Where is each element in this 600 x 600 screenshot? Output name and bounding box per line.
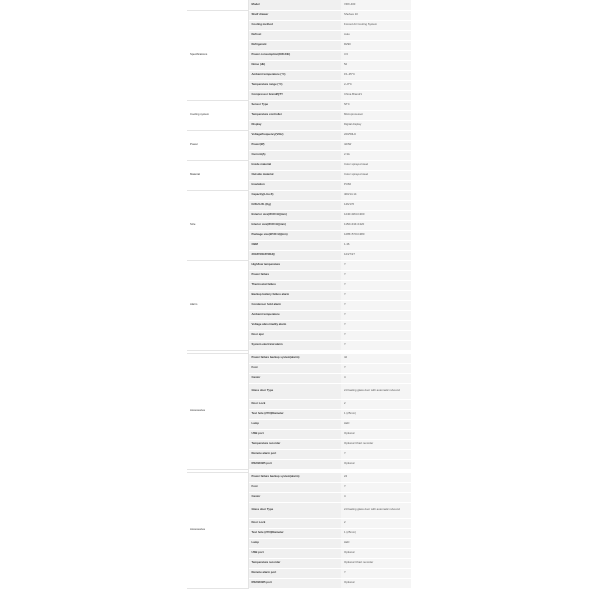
spec-value: Optional Chart recorder [341,439,411,449]
spec-value: 42 [341,353,411,363]
spec-value: Optional [341,548,411,558]
spec-key: Display [248,120,341,130]
spec-value: 1 (25mm) [341,409,411,419]
spec-key: Package size(W×D×H)(mm) [248,230,341,240]
spec-key: Castor [248,492,341,502]
spec-key: Capacity(L/cu.ft) [248,190,341,200]
spec-value: 4 [341,492,411,502]
spec-key: Backup battery failure alarm [248,290,341,300]
spec-value: 400/14.14 [341,190,411,200]
spec-value: Y [341,280,411,290]
spec-key: Current(A) [248,150,341,160]
spec-value: R290 [341,40,411,50]
spec-key: Power failure backup system(alarm) [248,353,341,363]
spec-category: Material [187,160,248,190]
spec-value: Y [341,330,411,340]
spec-key: Sensor Type [248,100,341,110]
spec-category: Specifications [187,10,248,100]
spec-key: Temperature recorder [248,558,341,568]
spec-row [187,0,411,10]
spec-value: Y [341,270,411,280]
spec-value: 15~35°C [341,70,411,80]
spec-key: Remote alarm port [248,449,341,459]
spec-value: 220/50Hz [341,130,411,140]
spec-key: Glass door Type [248,502,341,518]
spec-key: Temperature controller [248,110,341,120]
spec-value: 52 [341,60,411,70]
spec-key: Defrost [248,30,341,40]
spec-key: Glass door Type [248,383,341,399]
spec-row [187,130,411,140]
spec-value: Y [341,363,411,373]
spec-key: Door Lock [248,399,341,409]
spec-key: Noise (db) [248,60,341,70]
spec-key: Inside material [248,160,341,170]
spec-value: LED [341,419,411,429]
spec-value: Y [341,320,411,330]
spec-value: Digital display [341,120,411,130]
spec-value: 1 (25mm) [341,528,411,538]
spec-value: 24 [341,472,411,482]
spec-value: China Brand/1 [341,90,411,100]
spec-category: Accessories [187,353,248,469]
spec-value: Y [341,290,411,300]
spec-value: 2-Floating glass door with automatic rebound [341,383,411,399]
spec-key: Temperature range (°C) [248,80,341,90]
spec-key: Ambient temperature [248,310,341,320]
spec-row [187,472,411,482]
spec-value: 2.3A [341,150,411,160]
spec-value: 2-Floating glass door with automatic rebound [341,502,411,518]
spec-value: Y [341,340,411,350]
spec-row [187,260,411,270]
spec-key: N.W./G.W. (Kg) [248,200,341,210]
spec-key: Power failure backup system(alarm) [248,472,341,482]
spec-key: CBM [248,240,341,250]
spec-key: RS232/485 port [248,578,341,588]
spec-value: 4 [341,373,411,383]
spec-key: USB port [248,429,341,439]
spec-value: PU60 [341,180,411,190]
spec-category: Accessories [187,472,248,588]
spec-value: Color sprayed steel [341,170,411,180]
spec-key: Castor [248,373,341,383]
spec-key: High/low temperature [248,260,341,270]
spec-value: 1.46 [341,240,411,250]
spec-value: Y [341,449,411,459]
spec-value: 1240×484×1900 [341,210,411,220]
specification-table [187,0,411,589]
spec-row [187,100,411,110]
spec-key: Interior size(W×D×H)(mm) [248,220,341,230]
spec-value: Y [341,260,411,270]
spec-key: Foot [248,482,341,492]
spec-value: 423W [341,140,411,150]
spec-key: Power(W) [248,140,341,150]
spec-value: VRX-400 [341,0,411,10]
spec-value: 2~8°C [341,80,411,90]
spec-value: Auto [341,30,411,40]
spec-key: Test hole (27/3)Diameter [248,528,341,538]
spec-value: 1285×570×1980 [341,230,411,240]
spec-value: Optional [341,578,411,588]
spec-value: 1150×434×1320 [341,220,411,230]
spec-key: Shelf drawer [248,10,341,20]
spec-value: Forced Air Cooling System [341,20,411,30]
spec-value: 146/176 [341,200,411,210]
spec-value: Optional [341,459,411,469]
spec-value: Optional Chart recorder [341,558,411,568]
spec-value: Y [341,482,411,492]
spec-value: Y [341,310,411,320]
spec-key: Thermostat failure [248,280,341,290]
spec-category: Alarm [187,260,248,350]
spec-value: Y [341,300,411,310]
spec-category: Cooling system [187,100,248,130]
spec-key: RS232/485 port [248,459,341,469]
spec-category [187,0,248,10]
spec-key: Insulation [248,180,341,190]
spec-key: Model [248,0,341,10]
spec-value: Microprocessor [341,110,411,120]
spec-key: Lamp [248,538,341,548]
spec-key: Outside material [248,170,341,180]
spec-value: Y [341,568,411,578]
spec-key: 20GP/40GP/40HQ [248,250,341,260]
spec-key: Compressor brand/QTY [248,90,341,100]
spec-key: Power failure [248,270,341,280]
spec-key: Voltage abnormality alarm [248,320,341,330]
spec-value: Color sprayed steel [341,160,411,170]
spec-key: Ambient temperature (°C) [248,70,341,80]
spec-key: Condenser hold alarm [248,300,341,310]
spec-key: Voltage/frequency(V/Hz) [248,130,341,140]
specification-table-body [187,0,411,588]
spec-key: Door ajar [248,330,341,340]
spec-key: Remote alarm port [248,568,341,578]
spec-key: Power consumption(KW.24h) [248,50,341,60]
spec-row [187,190,411,200]
spec-key: Exterior size(W×D×H)(mm) [248,210,341,220]
spec-key: Temperature recorder [248,439,341,449]
spec-category: Power [187,130,248,160]
spec-value: 2 [341,518,411,528]
spec-value: 12/27/27 [341,250,411,260]
spec-row [187,10,411,20]
spec-key: Cooling method [248,20,341,30]
spec-value: Optional [341,429,411,439]
spec-key: Door Lock [248,518,341,528]
spec-value: NTC [341,100,411,110]
spec-category: Size [187,190,248,260]
spec-key: Refrigerant [248,40,341,50]
spec-key: Foot [248,363,341,373]
spec-value: 2 [341,399,411,409]
spec-row [187,353,411,363]
spec-value: LED [341,538,411,548]
spec-key: Lamp [248,419,341,429]
spec-value: 3.6 [341,50,411,60]
spec-key: System electrical alarm [248,340,341,350]
spec-key: USB port [248,548,341,558]
spec-value: Shelves 10 [341,10,411,20]
spec-key: Test hole (27/3)Diameter [248,409,341,419]
spec-row [187,160,411,170]
